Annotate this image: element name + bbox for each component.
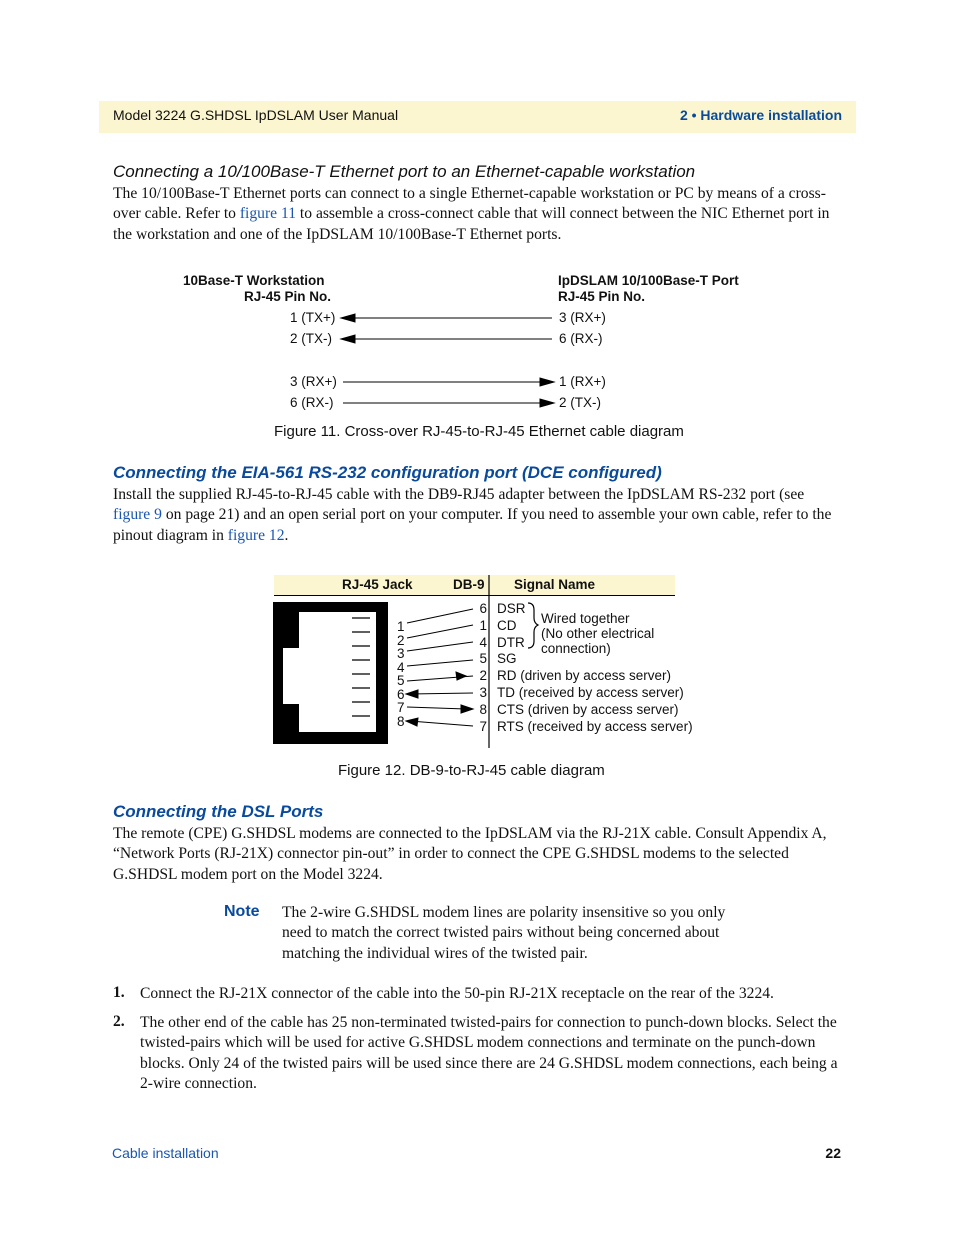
step-number: 2. [113,1013,125,1030]
rj45-jack-icon [273,602,388,744]
rj45-pin: 5 [397,673,405,688]
rj45-jack-header: RJ-45 Jack [342,577,413,592]
fig11-left-pin: 6 (RX-) [290,395,334,410]
rj45-pin: 4 [397,659,405,675]
rs232-paragraph: Install the supplied RJ-45-to-RJ-45 cable with the DB9-RJ45 adapter between the IpDSLAM RS-232 port (see figure 9 on page 21) and an open serial port on your computer. If you need to assemble your own cable, refer to the pinout diagram in figure 12. [113,486,832,544]
figure-11-caption: Figure 11. Cross-over RJ-45-to-RJ-45 Ethernet cable diagram [274,423,684,440]
db9-pin: 4 [479,634,487,650]
arrow-right-icon [461,705,473,713]
fig11-left-pin: 2 (TX-) [290,331,332,346]
arrow-left-icon [406,690,418,698]
db9-wire [407,660,473,666]
dsl-ports-paragraph: The remote (CPE) G.SHDSL modems are connected to the IpDSLAM via the RJ-21X cable. Consult Appendix A, “Network Ports (RJ-21X) connector pin-out” in order to connect the CPE G.SHDSL modems to the selected G.SHDSL modem port on the Model 3224. [113,825,827,883]
signal-name: SG [497,651,517,667]
rj45-pin: 2 [397,632,405,648]
signal-name: DSR [497,601,526,616]
ipdslam-port-label: IpDSLAM 10/100Base-T Port [558,273,739,288]
page-number: 22 [825,1145,841,1161]
db9-pin: 8 [479,701,487,717]
step-text: Connect the RJ-21X connector of the cable into the 50-pin RJ-21X receptacle on the rear of the 3224. [140,985,774,1002]
figure-12-caption: Figure 12. DB-9-to-RJ-45 cable diagram [338,762,605,779]
chapter-title: 2 • Hardware installation [679,107,842,123]
signal-name: CTS (driven by access server) [497,701,679,717]
footer-section-name: Cable installation [112,1145,219,1161]
signal-name: CD [497,617,517,633]
signal-name: DTR [497,634,525,650]
workstation-label: 10Base-T Workstation [183,273,325,288]
db9-pin: 7 [479,718,487,734]
db9-pin: 1 [479,617,487,633]
manual-title: Model 3224 G.SHDSL IpDSLAM User Manual [113,107,399,123]
db9-pin: 5 [479,651,487,667]
fig11-right-pin: 1 (RX+) [559,374,606,389]
db9-wire [407,609,473,623]
db9-pin: 2 [479,668,487,684]
db9-wire [407,625,473,638]
ipdslam-pin-label: RJ-45 Pin No. [558,289,646,304]
db9-wire [410,721,473,726]
step-number: 1. [113,984,125,1001]
arrow-left-icon [406,718,418,726]
signal-name: RTS (received by access server) [497,718,693,734]
workstation-pin-label: RJ-45 Pin No. [244,289,332,304]
dsl-ports-section-title: Connecting the DSL Ports [113,802,324,821]
arrow-right-icon [456,672,466,680]
fig11-right-pin: 3 (RX+) [559,310,606,325]
rj45-pin: 1 [397,619,405,634]
fig11-left-pin: 1 (TX+) [290,310,336,325]
note-label: Note [224,903,260,920]
signal-name: RD (driven by access server) [497,668,672,684]
rj45-pin: 8 [397,713,405,729]
db9-header: DB-9 [453,577,485,592]
ethernet-subheading: Connecting a 10/100Base-T Ethernet port to an Ethernet-capable workstation [113,162,696,181]
figure-9-link[interactable]: figure 9 [113,506,162,524]
db9-pin: 3 [479,684,487,700]
rj45-pin: 3 [397,646,405,661]
figure-11-link[interactable]: figure 11 [239,205,297,223]
rj45-pin-numbers [397,619,407,727]
rs232-section-title: Connecting the EIA-561 RS-232 configuration port (DCE configured) [113,463,662,482]
fig11-right-pin: 2 (TX-) [559,395,601,410]
db9-pin: 6 [479,601,487,616]
ethernet-paragraph: The 10/100Base-T Ethernet ports can connect to a single Ethernet-capable workstation or PC by means of a cross-over cable. Refer to figure 11 to assemble a cross-connect cable that will connect between the NIC Ethernet port in the workstation and one of the IpDSLAM 10/100Base-T Ethernet ports. [113,185,830,243]
fig11-right-pin: 6 (RX-) [559,331,603,346]
rj45-pin: 7 [397,700,405,715]
db9-wire [407,707,466,709]
step-text: The other end of the cable has 25 non-terminated twisted-pairs for connection to punch-down blocks. Select the twisted-pairs which will be used for active G.SHDSL modem connections and terminate on the punch-down blocks. Only 24 of the twisted pairs will be used since there are 24 G.SHDSL modem connections, each being a 2-wire connection. [140,1014,838,1092]
figure-12-link[interactable]: figure 12 [227,526,285,544]
db9-wire [407,642,473,651]
signal-name-header: Signal Name [514,577,596,592]
signal-name: TD (received by access server) [497,684,684,700]
db9-wire [410,693,473,694]
note-text: The 2-wire G.SHDSL modem lines are polarity insensitive so you only need to match the correct twisted pairs without being concerned about matching the individual wires of the twisted pair. [282,904,726,962]
wired-together-note: Wired together (No other electrical connection) [541,611,655,656]
rj45-pin: 6 [397,686,405,702]
db9-pin-numbers [475,601,487,735]
fig11-left-pin: 3 (RX+) [290,374,337,389]
